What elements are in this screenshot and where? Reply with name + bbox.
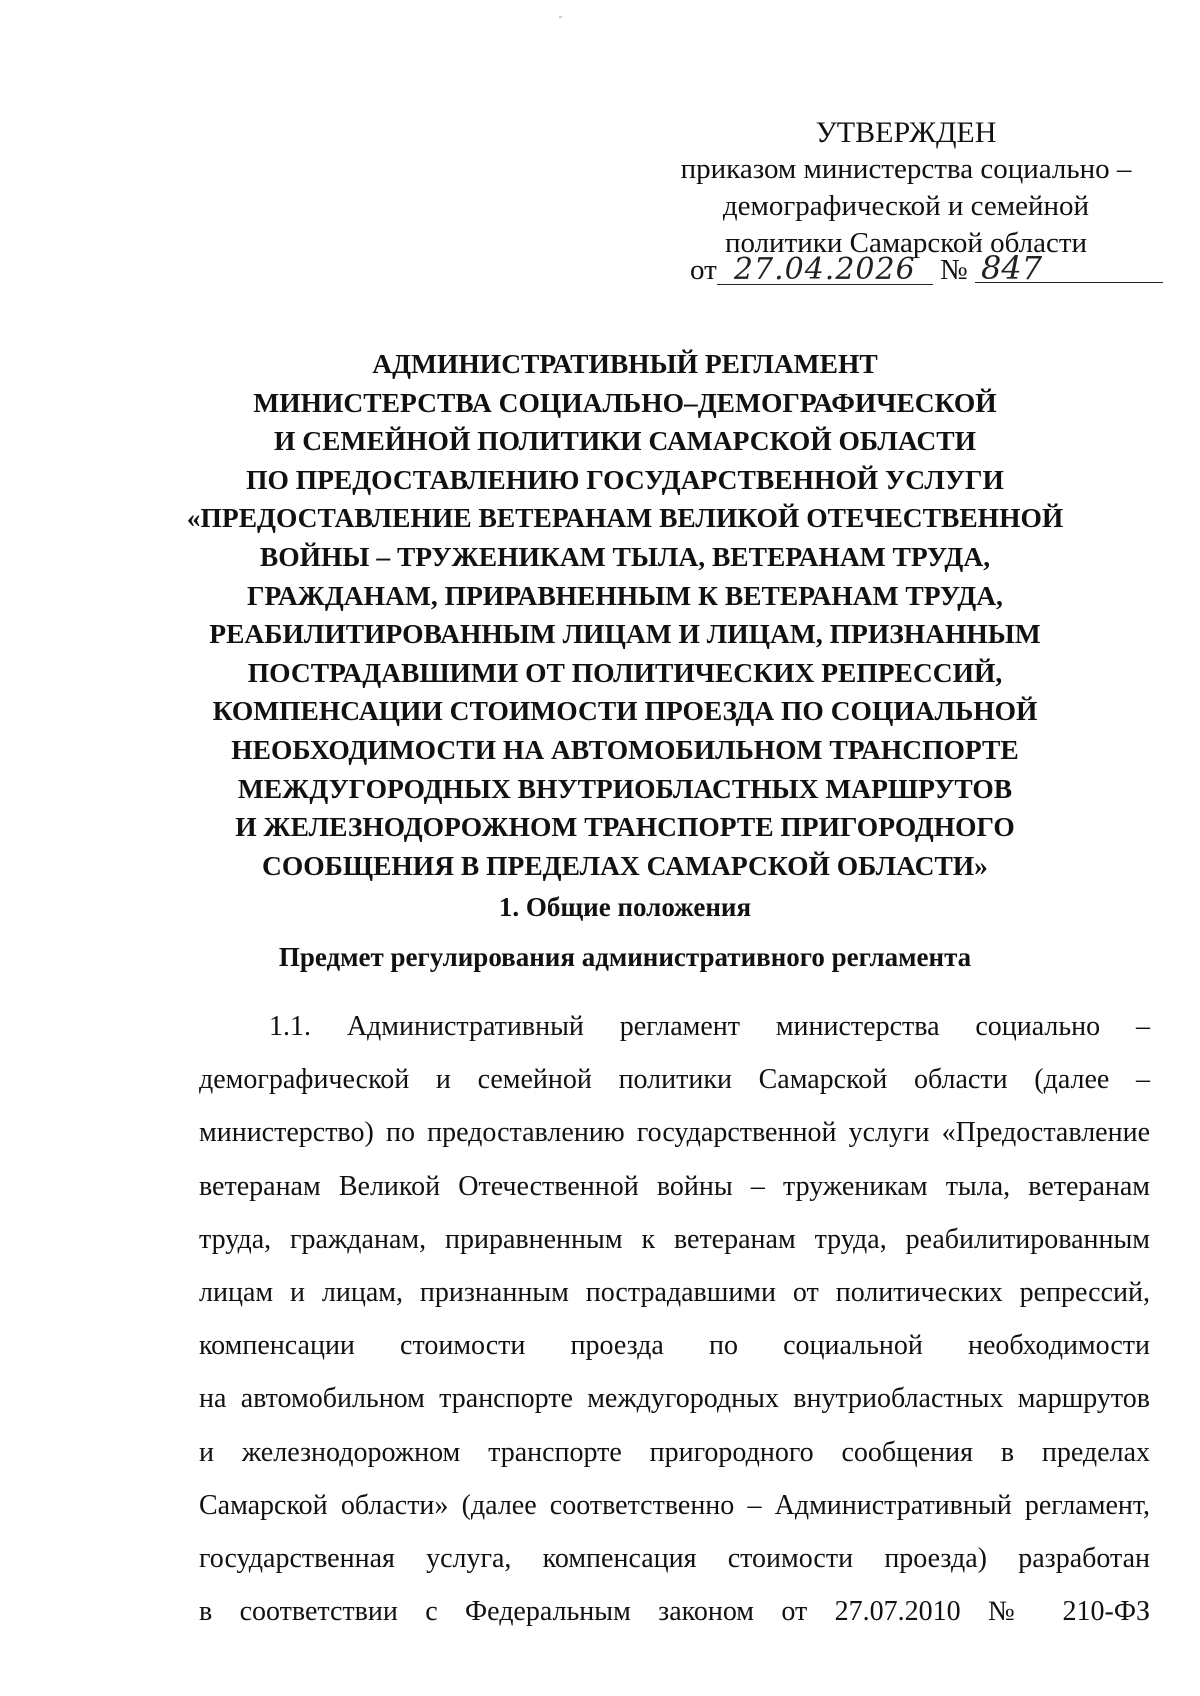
paragraph-line: демографической и семейной политики Самарской области (далее – [199,1064,1150,1096]
paragraph-line: лицам и лицам, признанным пострадавшими от политических репрессий, [199,1276,1150,1308]
approval-line: политики Самарской области [724,227,1088,259]
title-line: МИНИСТЕРСТВА СОЦИАЛЬНО–ДЕМОГРАФИЧЕСКОЙ [253,386,997,418]
title-line: И СЕМЕЙНОЙ ПОЛИТИКИ САМАРСКОЙ ОБЛАСТИ [274,425,976,457]
paragraph-line: труда, гражданам, приравненным к ветеранам труда, реабилитированным [199,1223,1150,1255]
approval-date-number-row [690,249,1150,289]
title-line: МЕЖДУГОРОДНЫХ ВНУТРИОБЛАСТНЫХ МАРШРУТОВ [237,772,1013,804]
subsection-heading: Предмет регулирования административного регламента [278,942,972,972]
approval-stamp-block [676,114,1136,262]
title-line: АДМИНИСТРАТИВНЫЙ РЕГЛАМЕНТ [372,348,878,379]
paragraph-line: на автомобильном транспорте междугородных внутриобластных маршрутов [199,1383,1150,1415]
approval-line: приказом министерства социально – [680,153,1132,185]
title-line: ВОЙНЫ – ТРУЖЕНИКАМ ТЫЛА, ВЕТЕРАНАМ ТРУДА, [259,540,991,572]
paragraph-line: и железнодорожном транспорте пригородного сообщения в пределах [199,1436,1150,1468]
section-heading: 1. Общие положения [498,892,752,922]
title-line: ПОСТРАДАВШИМИ ОТ ПОЛИТИЧЕСКИХ РЕПРЕССИЙ, [247,656,1003,688]
scan-speck [559,16,562,18]
paragraph-line: компенсации стоимости проезда по социальной необходимости [199,1330,1150,1362]
paragraph-line: в соответствии с Федеральным законом от 27.07.2010 № 210-ФЗ [199,1596,1150,1628]
document-title [150,345,1100,885]
paragraph-line: Самарской области» (далее соответственно – Административный регламент, [199,1489,1150,1521]
title-line: НЕОБХОДИМОСТИ НА АВТОМОБИЛЬНОМ ТРАНСПОРТЕ [231,733,1019,765]
handwritten-date: 27.04.2026 [717,256,933,285]
approval-heading: УТВЕРЖДЕН [815,116,997,149]
paragraph-line: ветеранам Великой Отечественной войны – труженикам тыла, ветеранам [199,1170,1150,1202]
paragraph-1-1 [199,1000,1150,1638]
number-prefix: № [940,254,968,286]
title-line: ГРАЖДАНАМ, ПРИРАВНЕННЫМ К ВЕТЕРАНАМ ТРУДА, [247,579,1003,611]
approval-line: демографической и семейной [722,190,1090,222]
title-line: «ПРЕДОСТАВЛЕНИЕ ВЕТЕРАНАМ ВЕЛИКОЙ ОТЕЧЕСТВЕННОЙ [186,502,1064,534]
title-line: И ЖЕЛЕЗНОДОРОЖНОМ ТРАНСПОРТЕ ПРИГОРОДНОГО [235,811,1015,843]
title-line: ПО ПРЕДОСТАВЛЕНИЮ ГОСУДАРСТВЕННОЙ УСЛУГИ [246,463,1004,495]
title-line: РЕАБИЛИТИРОВАННЫМ ЛИЦАМ И ЛИЦАМ, ПРИЗНАННЫМ [209,618,1041,650]
paragraph-line: 1.1. Административный регламент министерства социально – [269,1011,1150,1042]
paragraph-line: министерство) по предоставлению государственной услуги «Предоставление [199,1117,1150,1149]
handwritten-number: 847 [975,254,1163,283]
paragraph-line: государственная услуга, компенсация стоимости проезда) разработан [199,1542,1150,1574]
title-line: КОМПЕНСАЦИИ СТОИМОСТИ ПРОЕЗДА ПО СОЦИАЛЬНОЙ [212,695,1038,727]
date-prefix: от [690,254,717,286]
title-line: СООБЩЕНИЯ В ПРЕДЕЛАХ САМАРСКОЙ ОБЛАСТИ» [262,849,988,881]
